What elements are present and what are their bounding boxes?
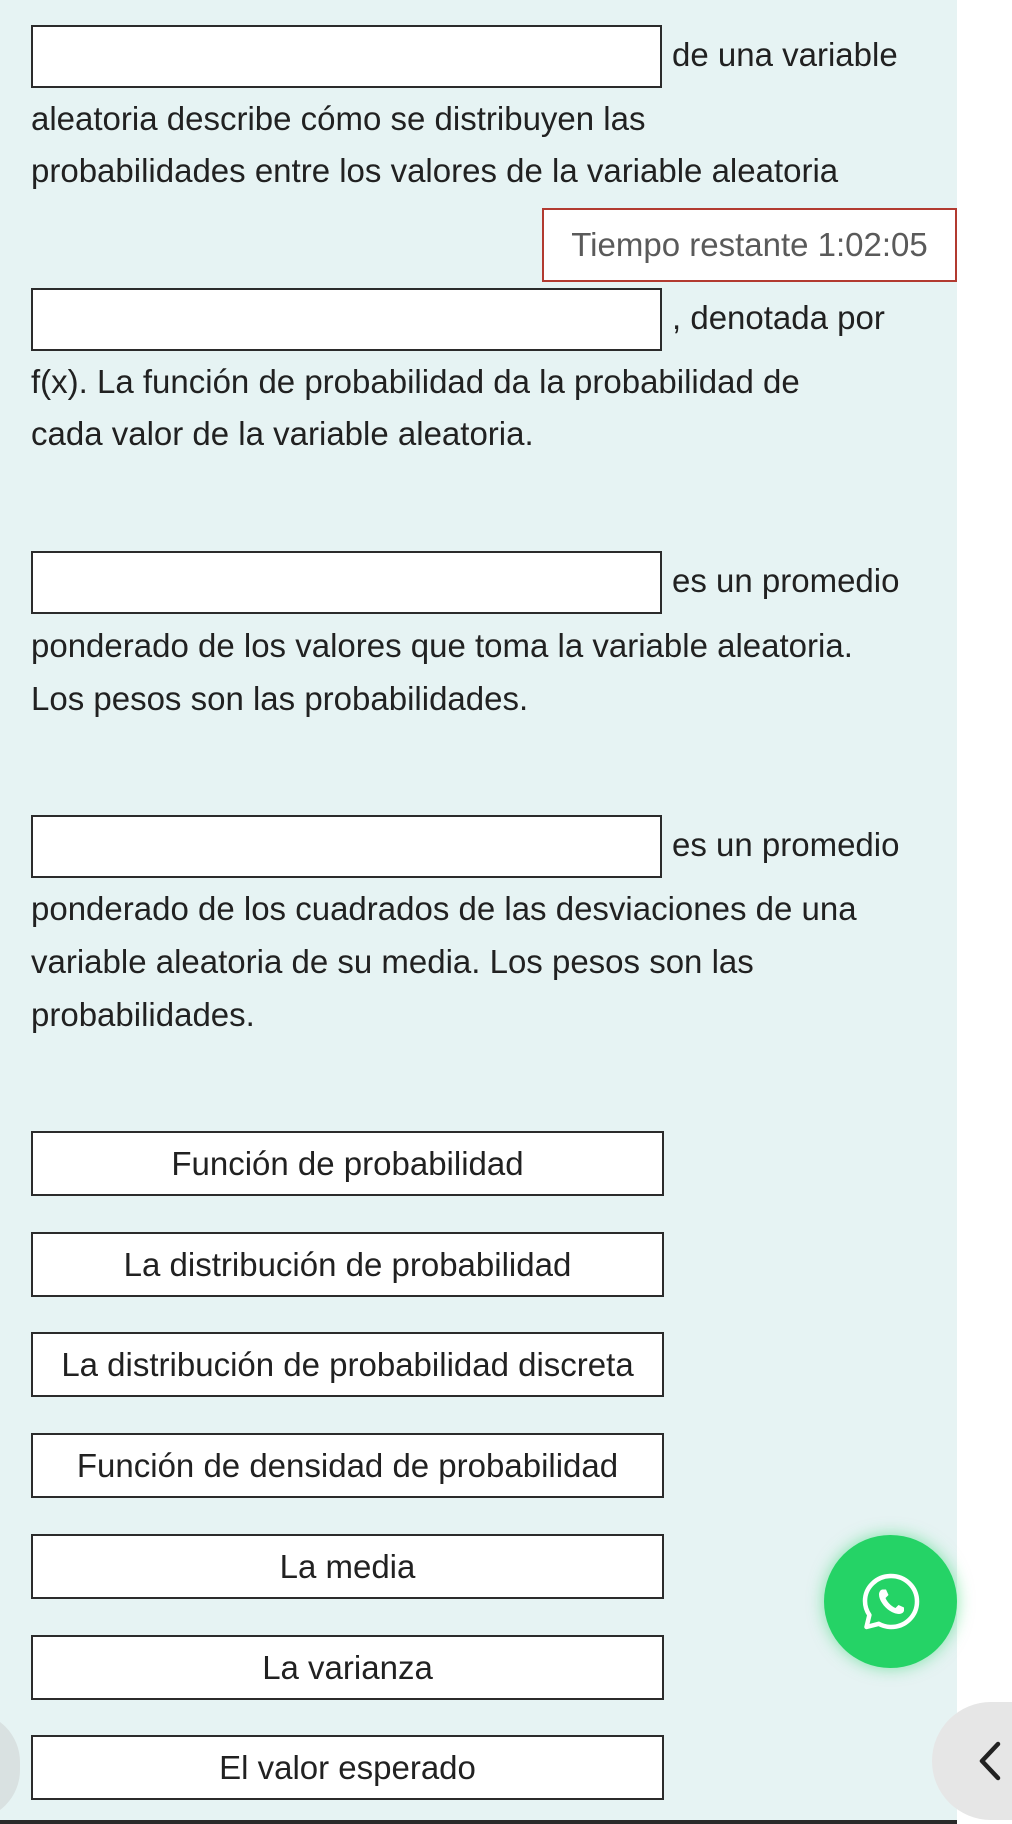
question-1-text-line-2: probabilidades entre los valores de la variable aleatoria bbox=[31, 152, 839, 189]
chevron-left-icon bbox=[970, 1738, 1010, 1784]
answer-drop-zone-3[interactable] bbox=[31, 551, 662, 614]
option-funcion-de-probabilidad[interactable]: Función de probabilidad bbox=[31, 1131, 664, 1196]
question-4-text-line-3: probabilidades. bbox=[31, 996, 255, 1033]
question-3-text-line-2: Los pesos son las probabilidades. bbox=[31, 680, 529, 717]
question-2-text-line-2: cada valor de la variable aleatoria. bbox=[31, 415, 534, 452]
answer-drop-zone-4[interactable] bbox=[31, 815, 662, 878]
whatsapp-chat-button[interactable] bbox=[824, 1535, 957, 1668]
time-remaining-badge: Tiempo restante 1:02:05 bbox=[542, 208, 957, 282]
option-la-distribucion-de-probabilidad[interactable]: La distribución de probabilidad bbox=[31, 1232, 664, 1297]
question-2-lead-text: , denotada por bbox=[672, 299, 885, 336]
question-3-text-line-1: ponderado de los valores que toma la variable aleatoria. bbox=[31, 627, 853, 664]
question-1-lead-text: de una variable bbox=[672, 36, 898, 73]
whatsapp-icon bbox=[859, 1570, 923, 1634]
option-la-media[interactable]: La media bbox=[31, 1534, 664, 1599]
option-el-valor-esperado[interactable]: El valor esperado bbox=[31, 1735, 664, 1800]
option-la-varianza[interactable]: La varianza bbox=[31, 1635, 664, 1700]
option-la-distribucion-de-probabilidad-discreta[interactable]: La distribución de probabilidad discreta bbox=[31, 1332, 664, 1397]
bottom-divider bbox=[0, 1820, 957, 1824]
option-funcion-de-densidad-de-probabilidad[interactable]: Función de densidad de probabilidad bbox=[31, 1433, 664, 1498]
question-1-text-line-1: aleatoria describe cómo se distribuyen las bbox=[31, 100, 646, 137]
question-4-lead-text: es un promedio bbox=[672, 826, 900, 863]
question-4-text-line-1: ponderado de los cuadrados de las desviaciones de una bbox=[31, 890, 857, 927]
right-gutter bbox=[957, 0, 1012, 1824]
question-2-text-line-1: f(x). La función de probabilidad da la probabilidad de bbox=[31, 363, 800, 400]
answer-drop-zone-1[interactable] bbox=[31, 25, 662, 88]
question-4-text-line-2: variable aleatoria de su media. Los pesos son las bbox=[31, 943, 754, 980]
question-3-lead-text: es un promedio bbox=[672, 562, 900, 599]
answer-drop-zone-2[interactable] bbox=[31, 288, 662, 351]
